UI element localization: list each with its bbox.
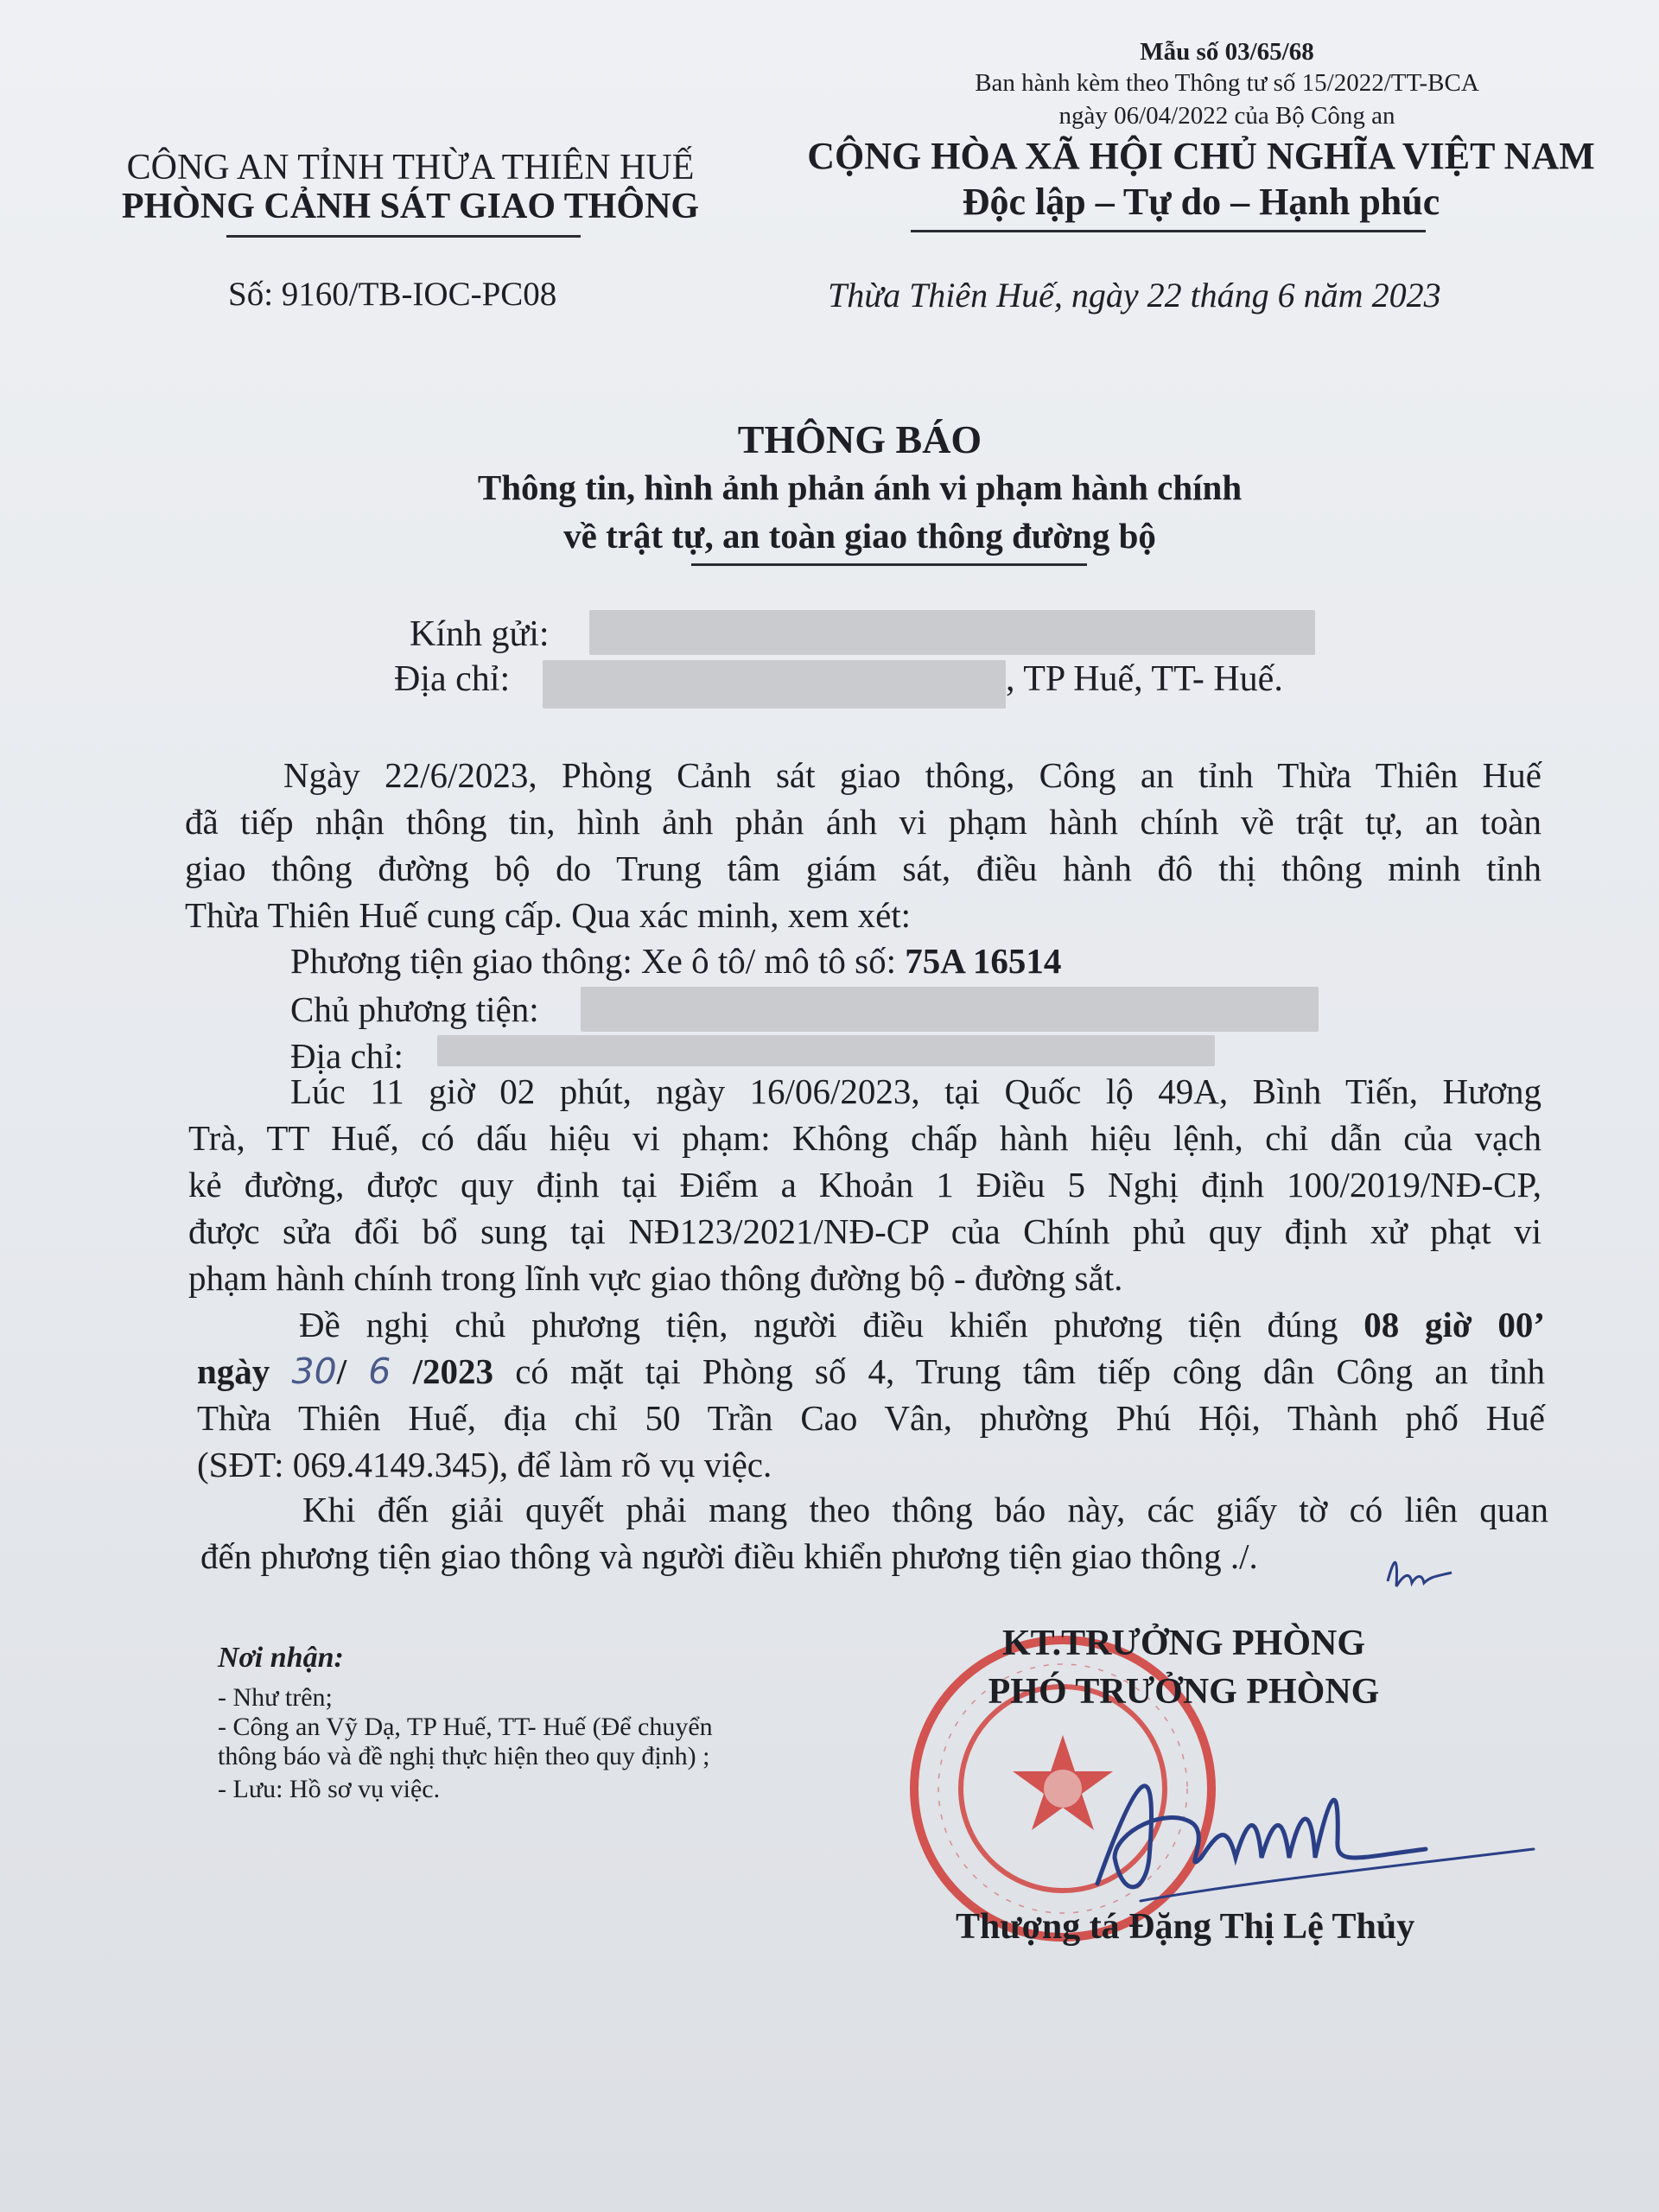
- paragraph-2-line: Trà, TT Huế, có dấu hiệu vi phạm: Không chấp hành hiệu lệnh, chỉ dẫn của vạch: [188, 1118, 1541, 1158]
- owner-name-redacted: [581, 987, 1319, 1032]
- paragraph-3-location: có mặt tại Phòng số 4, Trung tâm tiếp công dân Công an tỉnh: [493, 1351, 1546, 1391]
- document-title: THÔNG BÁO: [737, 417, 982, 461]
- form-ref-line3: ngày 06/04/2022 của Bộ Công an: [1058, 102, 1395, 130]
- owner-address-redacted: [437, 1035, 1215, 1066]
- title-underline: [691, 563, 1087, 566]
- vehicle-label: Phương tiện giao thông: Xe ô tô/ mô tô số:: [290, 941, 906, 981]
- date-slash: /: [336, 1351, 347, 1391]
- paragraph-2-line: được sửa đổi bổ sung tại NĐ123/2021/NĐ-CP của Chính phủ quy định xử phạt vi: [188, 1211, 1541, 1251]
- paragraph-3-line: Thừa Thiên Huế, địa chỉ 50 Trần Cao Vân, phường Phú Hội, Thành phố Huế: [197, 1398, 1545, 1438]
- appointment-year: /2023: [412, 1351, 493, 1391]
- paragraph-1-line: Thừa Thiên Huế cung cấp. Qua xác minh, xem xét:: [185, 895, 912, 935]
- paragraph-2-line: phạm hành chính trong lĩnh vực giao thông đường bộ - đường sắt.: [188, 1258, 1123, 1298]
- place-date: Thừa Thiên Huế, ngày 22 tháng 6 năm 2023: [828, 276, 1441, 315]
- paragraph-1: [185, 752, 1541, 938]
- issuer-underline: [226, 235, 581, 238]
- document-subtitle-1: Thông tin, hình ảnh phản ánh vi phạm hành chính: [477, 467, 1243, 507]
- paragraph-3-line: (SĐT: 069.4149.345), để làm rõ vụ việc.: [197, 1445, 772, 1484]
- distribution-item: - Lưu: Hồ sơ vụ việc.: [218, 1775, 441, 1803]
- issuer-org: CÔNG AN TỈNH THỪA THIÊN HUẾ: [126, 148, 695, 188]
- signature-title-1: KT.TRƯỞNG PHÒNG: [1002, 1624, 1365, 1663]
- paragraph-4: [200, 1486, 1548, 1580]
- handwritten-signature: [1063, 1728, 1547, 1918]
- vehicle-plate: 75A 16514: [905, 941, 1062, 981]
- nation-motto: Độc lập – Tự do – Hạnh phúc: [962, 181, 1440, 223]
- appointment-day: 30: [291, 1351, 337, 1392]
- signatory-name: Thượng tá Đặng Thị Lệ Thủy: [956, 1907, 1415, 1947]
- recipient-address-redacted: [543, 660, 1006, 709]
- initials-scribble: [1382, 1547, 1460, 1599]
- recipient-to-label: Kính gửi:: [410, 614, 550, 654]
- owner-address-label: Địa chỉ:: [290, 1036, 404, 1076]
- paragraph-4-line: đến phương tiện giao thông và người điều khiển phương tiện giao thông ./.: [200, 1536, 1258, 1576]
- signature-title-2: PHÓ TRƯỞNG PHÒNG: [988, 1672, 1380, 1712]
- document-subtitle-2: về trật tự, an toàn giao thông đường bộ: [563, 516, 1156, 556]
- recipient-address-label: Địa chỉ:: [394, 659, 511, 699]
- recipient-address-suffix: , TP Huế, TT- Huế.: [1006, 659, 1283, 699]
- appointment-month: 6: [368, 1351, 391, 1392]
- motto-underline: [911, 230, 1426, 232]
- paragraph-2-line: Lúc 11 giờ 02 phút, ngày 16/06/2023, tại Quốc lộ 49A, Bình Tiến, Hương: [290, 1071, 1541, 1111]
- appointment-day-label: ngày: [197, 1351, 270, 1391]
- paragraph-3-text: Đề nghị chủ phương tiện, người điều khiển phương tiện đúng: [299, 1305, 1364, 1344]
- distribution-heading: Nơi nhận:: [218, 1642, 344, 1674]
- owner-label: Chủ phương tiện:: [290, 989, 539, 1029]
- recipient-name-redacted: [589, 610, 1315, 655]
- issuer-dept: PHÒNG CẢNH SÁT GIAO THÔNG: [121, 187, 700, 226]
- document-number: Số: 9160/TB-IOC-PC08: [228, 276, 557, 313]
- paragraph-4-line: Khi đến giải quyết phải mang theo thông báo này, các giấy tờ có liên quan: [302, 1490, 1548, 1529]
- appointment-time: 08 giờ 00’: [1363, 1305, 1545, 1344]
- paragraph-1-line: Ngày 22/6/2023, Phòng Cảnh sát giao thông, Công an tỉnh Thừa Thiên Huế: [283, 755, 1541, 795]
- form-ref-line2: Ban hành kèm theo Thông tư số 15/2022/TT-BCA: [975, 69, 1479, 97]
- form-number: Mẫu số 03/65/68: [1140, 38, 1314, 66]
- paragraph-2-line: kẻ đường, được quy định tại Điểm a Khoản 1 Điều 5 Nghị định 100/2019/NĐ-CP,: [188, 1165, 1541, 1205]
- paragraph-1-line: đã tiếp nhận thông tin, hình ảnh phản ánh vi phạm hành chính về trật tự, an toàn: [185, 802, 1541, 842]
- paragraph-3: [197, 1301, 1545, 1488]
- paragraph-3-line-2: [197, 1348, 1545, 1395]
- distribution-item: thông báo và đề nghị thực hiện theo quy định) ;: [218, 1742, 710, 1770]
- vehicle-line: [290, 940, 1061, 982]
- distribution-item: - Như trên;: [218, 1683, 333, 1712]
- distribution-item: - Công an Vỹ Dạ, TP Huế, TT- Huế (Để chuyển: [218, 1713, 713, 1741]
- nation-name: CỘNG HÒA XÃ HỘI CHỦ NGHĨA VIỆT NAM: [807, 135, 1595, 177]
- paragraph-3-line-1: [299, 1301, 1545, 1348]
- paragraph-1-line: giao thông đường bộ do Trung tâm giám sát, điều hành đô thị thông minh tỉnh: [185, 849, 1541, 888]
- paragraph-2: [188, 1068, 1541, 1301]
